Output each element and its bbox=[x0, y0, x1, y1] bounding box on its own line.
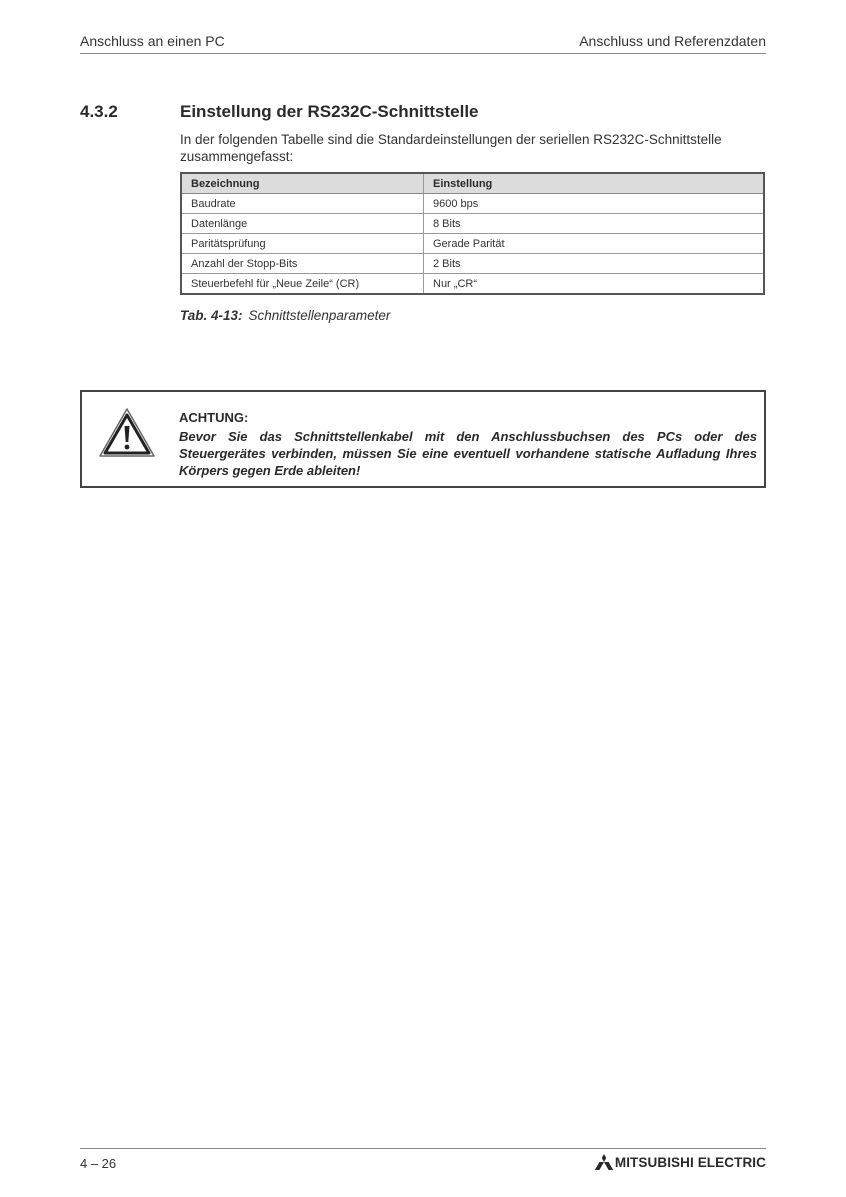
brand-logo bbox=[594, 1154, 766, 1170]
caption-label: Tab. 4-13: bbox=[180, 308, 243, 323]
caption-text: Schnittstellenparameter bbox=[248, 308, 391, 323]
warning-title: ACHTUNG: bbox=[179, 410, 249, 425]
table-caption bbox=[180, 308, 390, 323]
table-row bbox=[181, 254, 764, 274]
table-cell-name: Baudrate bbox=[181, 194, 424, 214]
warning-box bbox=[80, 390, 766, 488]
brand-name: MITSUBISHI ELECTRIC bbox=[614, 1154, 766, 1170]
table-cell-value: Gerade Parität bbox=[424, 234, 765, 254]
warning-text: Bevor Sie das Schnittstellenkabel mit den Anschlussbuchsen des PCs oder des Steuergerätes verbinden, müssen Sie eine eventuell vorhandene statische Aufladung Ihres Körpers gegen Erde ableiten! bbox=[179, 429, 757, 478]
table-cell-name: Datenlänge bbox=[181, 214, 424, 234]
table-cell-value: Nur „CR“ bbox=[424, 274, 765, 295]
header-chapter-title: Anschluss an einen PC bbox=[80, 33, 225, 49]
warning-triangle-icon bbox=[98, 407, 156, 459]
header-section-title: Anschluss und Referenzdaten bbox=[579, 33, 766, 49]
intro-paragraph: In der folgenden Tabelle sind die Standardeinstellungen der seriellen RS232C-Schnittstelle zusammengefasst: bbox=[180, 132, 722, 164]
mitsubishi-logo-icon bbox=[594, 1154, 614, 1170]
column-header: Einstellung bbox=[424, 173, 765, 194]
parameter-table bbox=[180, 172, 765, 295]
table-row bbox=[181, 214, 764, 234]
table-cell-name: Anzahl der Stopp-Bits bbox=[181, 254, 424, 274]
header-divider bbox=[80, 53, 766, 54]
table-cell-value: 2 Bits bbox=[424, 254, 765, 274]
table-row bbox=[181, 274, 764, 295]
table-cell-name: Steuerbefehl für „Neue Zeile“ (CR) bbox=[181, 274, 424, 295]
table-row bbox=[181, 194, 764, 214]
table-header-row bbox=[181, 173, 764, 194]
section-number: 4.3.2 bbox=[80, 102, 118, 121]
table-cell-value: 9600 bps bbox=[424, 194, 765, 214]
footer-divider bbox=[80, 1148, 766, 1149]
table-cell-value: 8 Bits bbox=[424, 214, 765, 234]
section-title: Einstellung der RS232C-Schnittstelle bbox=[180, 102, 479, 121]
page-number: 4 – 26 bbox=[80, 1156, 117, 1171]
column-header: Bezeichnung bbox=[181, 173, 424, 194]
table-cell-name: Paritätsprüfung bbox=[181, 234, 424, 254]
table-row bbox=[181, 234, 764, 254]
